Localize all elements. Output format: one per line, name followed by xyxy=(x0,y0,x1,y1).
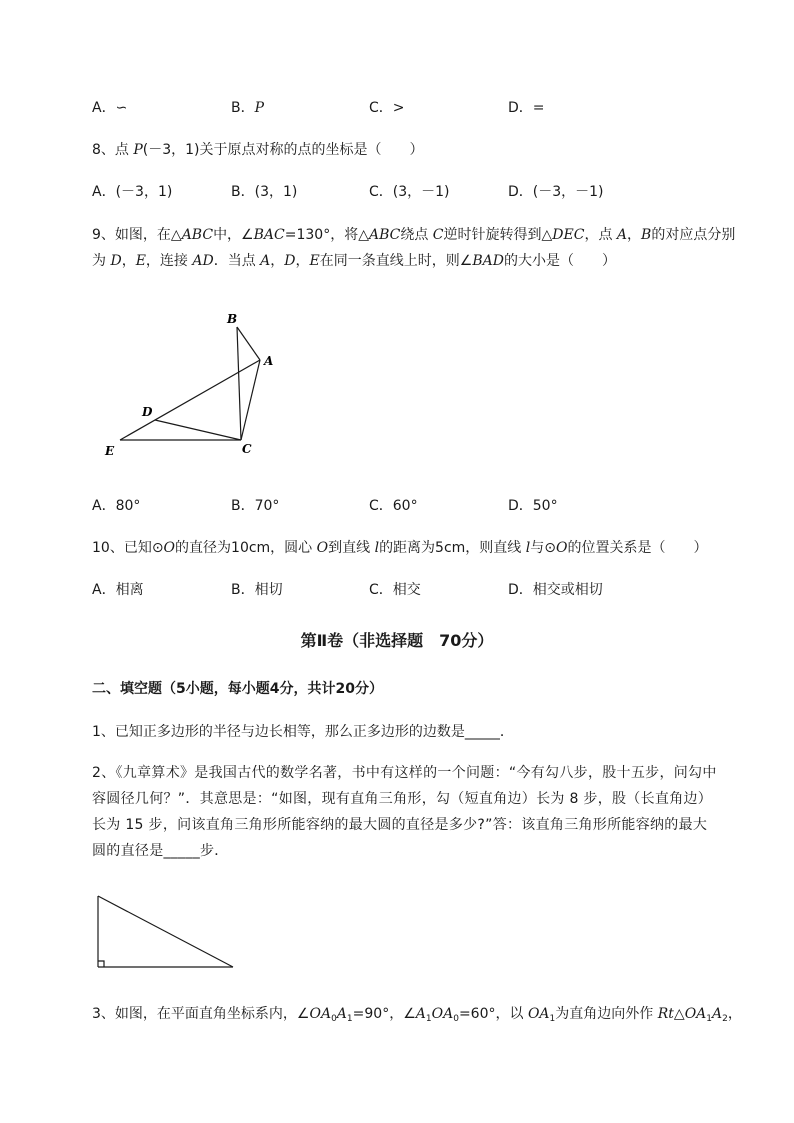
section-2-title: 二、填空题（5小题，每小题4分，共计20分） xyxy=(92,681,383,697)
q7-option-b[interactable] xyxy=(231,98,264,118)
q9-options xyxy=(92,496,652,516)
fill3-subscript: 0 xyxy=(331,1014,337,1024)
fill3-text: =60°，以 xyxy=(458,1006,528,1022)
fill3-var: A xyxy=(336,1006,347,1022)
fill3-var: OA xyxy=(684,1006,707,1022)
fill3-var: OA xyxy=(527,1006,550,1022)
q10-option-a[interactable]: A．相离 xyxy=(92,582,144,598)
fill3-text: =90°，∠ xyxy=(352,1006,416,1022)
point-label-c: C xyxy=(242,442,252,456)
q9-text: 逆时针旋转得到△ xyxy=(443,227,553,243)
q9-text: 的对应点分别 xyxy=(651,227,736,243)
q9-text: 在同一条直线上时，则∠ xyxy=(319,253,473,269)
question-9-line-2 xyxy=(92,251,616,271)
fill3-var: OA xyxy=(309,1006,332,1022)
fill-question-2-line-4: 圆的直径是_____步． xyxy=(92,843,229,859)
q9-var: B xyxy=(641,227,652,243)
fill3-subscript: 2 xyxy=(722,1014,728,1024)
q9-var: ABC xyxy=(368,227,401,243)
q9-var: A xyxy=(260,253,271,269)
segment-ac xyxy=(241,360,260,440)
q10-text: 与⊙ xyxy=(530,540,556,556)
point-label-a: A xyxy=(264,354,274,368)
q9-text: 的大小是（ ） xyxy=(503,253,616,269)
q10-var: O xyxy=(316,540,329,556)
q9-text: ， xyxy=(627,227,642,243)
q10-var: O xyxy=(555,540,568,556)
q9-var: D xyxy=(110,253,122,269)
q10-option-c[interactable]: C．相交 xyxy=(369,582,421,598)
fill-question-2-line-1: 2、《九章算术》是我国古代的数学名著，书中有这样的一个问题：“今有勾八步，股十五步，问勾中 xyxy=(92,765,717,781)
part-2-title: 第Ⅱ卷（非选择题 70分） xyxy=(300,631,494,650)
fill3-text: 为直角边向外作 xyxy=(555,1006,658,1022)
fill3-var: Rt xyxy=(657,1006,674,1022)
q8-option-c[interactable]: C．(3，－1) xyxy=(369,184,450,200)
q10-text: 的距离为5cm，则直线 xyxy=(379,540,526,556)
q9-geometry-figure xyxy=(96,305,296,465)
q9-option-a[interactable]: A．80° xyxy=(92,498,141,514)
q10-text: 的直径为10cm，圆心 xyxy=(175,540,317,556)
q9-text: =130°，将△ xyxy=(284,227,369,243)
q8-text-pre: 8、点 xyxy=(92,142,134,158)
q9-var: BAD xyxy=(472,253,504,269)
fill3-var: A xyxy=(712,1006,723,1022)
fill-question-2-line-2: 容圆径几何？”．其意思是：“如图，现有直角三角形，勾（短直角边）长为 8 步，股（长直角边） xyxy=(92,791,713,807)
q9-option-b[interactable]: B．70° xyxy=(231,498,280,514)
fill3-var: A xyxy=(415,1006,426,1022)
q7-option-d[interactable]: D．= xyxy=(508,100,545,116)
q8-point: P xyxy=(133,142,143,158)
q7-option-c[interactable]: C．> xyxy=(369,100,405,116)
q9-var: ABC xyxy=(181,227,214,243)
fill3-text: 3、如图，在平面直角坐标系内，∠ xyxy=(92,1006,310,1022)
right-angle-mark xyxy=(98,961,104,967)
fill3-text: ， xyxy=(727,1006,742,1022)
fill-question-1: 1、已知正多边形的半径与边长相等，那么正多边形的边数是_____． xyxy=(92,724,514,740)
q8-text-post: (－3，1)关于原点对称的点的坐标是（ ） xyxy=(142,142,424,158)
fill3-subscript: 0 xyxy=(453,1014,459,1024)
segment-ba xyxy=(237,327,260,360)
q10-option-b[interactable]: B．相切 xyxy=(231,582,283,598)
q9-text: ．当点 xyxy=(213,253,261,269)
q9-text: 为 xyxy=(92,253,111,269)
q9-var: D xyxy=(284,253,296,269)
fill-question-2-line-3: 长为 15 步，问该直角三角形所能容纳的最大圆的直径是多少?”答：该直角三角形所能容纳的最大 xyxy=(92,817,708,833)
q10-text: 10、已知⊙ xyxy=(92,540,164,556)
q9-var: A xyxy=(616,227,628,243)
right-triangle-figure xyxy=(92,890,242,972)
q9-var: C xyxy=(432,227,444,243)
question-9-line-1 xyxy=(92,225,735,245)
q9-option-d[interactable]: D．50° xyxy=(508,498,558,514)
q9-text: ，连接 xyxy=(145,253,193,269)
q10-option-d[interactable]: D．相交或相切 xyxy=(508,582,603,598)
q9-var: BAC xyxy=(253,227,285,243)
q9-option-c[interactable]: C．60° xyxy=(369,498,418,514)
segment-bc xyxy=(237,327,241,440)
question-8 xyxy=(92,140,424,160)
q10-var: l xyxy=(525,540,531,556)
q9-var: DEC xyxy=(552,227,585,243)
q10-options xyxy=(92,580,652,600)
fill-question-2 xyxy=(92,760,722,864)
point-label-e: E xyxy=(105,444,115,458)
q8-options xyxy=(92,182,652,202)
fill3-subscript: 1 xyxy=(346,1014,353,1024)
fill3-subscript: 1 xyxy=(549,1014,556,1024)
fill3-subscript: 1 xyxy=(706,1014,713,1024)
q9-text: 中，∠ xyxy=(213,227,254,243)
q7-option-b-symbol: P xyxy=(254,100,265,116)
q7-option-a[interactable]: A．∽ xyxy=(92,100,128,116)
q9-text: 9、如图，在△ xyxy=(92,227,182,243)
fill3-text: △ xyxy=(673,1006,685,1022)
q7-option-b-label: B． xyxy=(231,100,255,116)
q9-var: E xyxy=(135,253,146,269)
point-label-d: D xyxy=(142,405,153,419)
q8-option-d[interactable]: D．(－3，－1) xyxy=(508,184,604,200)
q10-var: O xyxy=(163,540,176,556)
q9-text: 绕点 xyxy=(400,227,433,243)
fill-question-3 xyxy=(92,1004,742,1029)
q8-option-b[interactable]: B．(3，1) xyxy=(231,184,298,200)
q10-text: 的位置关系是（ ） xyxy=(567,540,708,556)
q9-text: ， xyxy=(270,253,285,269)
fill3-var: OA xyxy=(431,1006,454,1022)
q7-options xyxy=(92,98,652,118)
question-10 xyxy=(92,538,707,558)
q9-text: ， xyxy=(295,253,310,269)
point-label-b: B xyxy=(227,312,238,326)
segment-dc xyxy=(155,420,241,440)
q10-text: 到直线 xyxy=(328,540,375,556)
fill3-subscript: 1 xyxy=(425,1014,432,1024)
q9-text: ，点 xyxy=(584,227,617,243)
q9-var: AD xyxy=(192,253,214,269)
triangle-hypotenuse xyxy=(98,896,233,967)
q9-text: ， xyxy=(121,253,136,269)
q8-option-a[interactable]: A．(－3，1) xyxy=(92,184,173,200)
q9-var: E xyxy=(309,253,320,269)
q10-var: l xyxy=(374,540,380,556)
